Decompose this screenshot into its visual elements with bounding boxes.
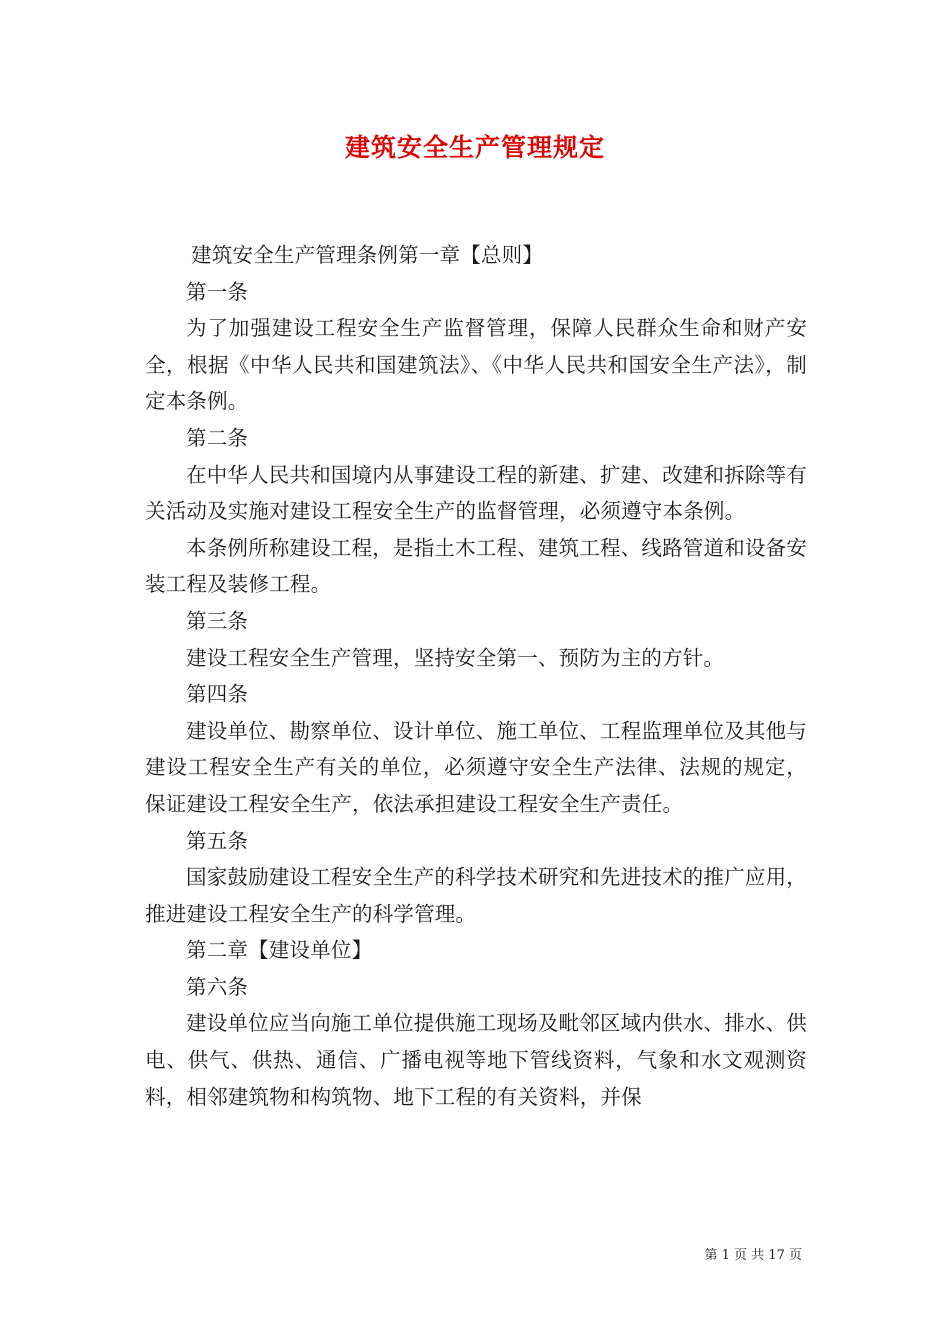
page-number: 第 1 页 共 17 页 bbox=[704, 1248, 802, 1263]
article-paragraph: 国家鼓励建设工程安全生产的科学技术研究和先进技术的推广应用，推进建设工程安全生产的科学管理。 bbox=[145, 865, 807, 926]
article-heading: 第四条 bbox=[186, 682, 249, 707]
article-heading: 第五条 bbox=[186, 828, 249, 853]
article-paragraph: 建设单位、勘察单位、设计单位、施工单位、工程监理单位及其他与建设工程安全生产有关的单位，必须遵守安全生产法律、法规的规定，保证建设工程安全生产，依法承担建设工程安全生产责任。 bbox=[145, 718, 807, 816]
article-paragraph: 建设工程安全生产管理，坚持安全第一、预防为主的方针。 bbox=[186, 645, 725, 670]
article-heading: 第三条 bbox=[186, 608, 249, 633]
article-heading: 第一条 bbox=[186, 279, 249, 304]
article-heading: 第二条 bbox=[186, 425, 249, 450]
chapter-heading: 第二章【建设单位】 bbox=[186, 938, 373, 963]
article-paragraph: 本条例所称建设工程，是指土木工程、建筑工程、线路管道和设备安装工程及装修工程。 bbox=[145, 535, 807, 597]
chapter-heading: 建筑安全生产管理条例第一章【总则】 bbox=[191, 243, 544, 267]
document-body bbox=[145, 237, 807, 1115]
article-heading: 第六条 bbox=[186, 974, 249, 999]
document-title: 建筑安全生产管理规定 bbox=[344, 133, 605, 162]
article-paragraph: 为了加强建设工程安全生产监督管理，保障人民群众生命和财产安全，根据《中华人民共和国建筑法》、《中华人民共和国安全生产法》，制定本条例。 bbox=[145, 316, 807, 414]
article-paragraph: 在中华人民共和国境内从事建设工程的新建、扩建、改建和拆除等有关活动及实施对建设工程安全生产的监督管理，必须遵守本条例。 bbox=[145, 462, 807, 524]
article-paragraph: 建设单位应当向施工单位提供施工现场及毗邻区域内供水、排水、供电、供气、供热、通信、广播电视等地下管线资料，气象和水文观测资料，相邻建筑物和构筑物、地下工程的有关资料，并保 bbox=[145, 1011, 807, 1109]
